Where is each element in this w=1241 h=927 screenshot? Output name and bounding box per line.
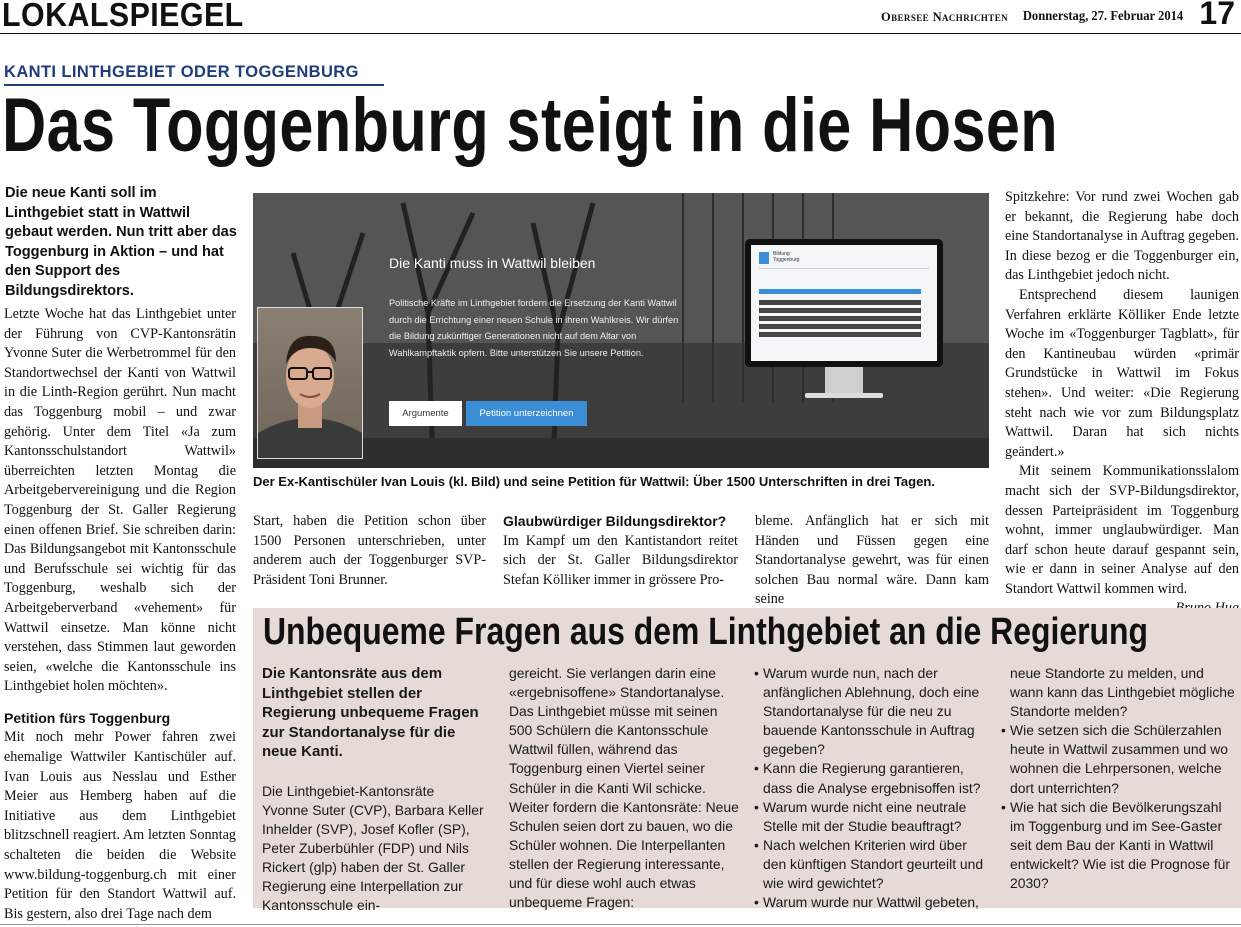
body-paragraph: Mit seinem Kommunikationsslalom macht sich der SVP-Bildungsdirektor, dessen Parteipräsident im Toggenburg wohnt, immer unglaubwürdiger. Man darf schon heute darauf gespannt sein, wie er dann in seiner Analyse auf den Standort Wattwil kommen wird. xyxy=(1005,463,1239,597)
box-paragraph: gereicht. Sie verlangen darin eine «ergebnisoffene» Standortanalyse. Das Linthgebiet müsse mit seinen 500 Schülern die Kantonsschule Wattwil füllen, während das Toggenburg einen Viertel seiner Schüler in die Kanti Wil schicke. Weiter fordern die Kantonsräte: Neue Schulen seien dort zu bauen, wo die Schüler wohnen. Die Interpellanten stellen der Regierung interessante, und für diese wohl auch etwas unbequeme Fragen: xyxy=(509,665,739,911)
question-item: • Nach welchen Kriterien wird über den künftigen Standort geurteilt und wie wird gewichtet? xyxy=(754,836,990,893)
body-paragraph: Letzte Woche hat das Linthgebiet unter der Führung von CVP-Kantonsrätin Yvonne Suter die Werbetrommel für den Standortwechsel der Kanti von Wattwil in die Linth-Region gerührt. Nun macht das Toggenburg mobil – und zwar gehörig. Unter dem Titel «Ja zum Kantonsschulstandort Wattwil» überreichten letzten Montag die Arbeitgebervereinigung und die Region Toggenburg der St. Galler Regierung einen offenen Brief. Sie schreiben darin: Das Bildungsangebot mit Kantonsschule und Berufsschule sei wichtig für das Toggenburg, weshalb sich der Arbeitgeberverband «vehement» für Wattwil einsetze. Man könne nicht verstehen, dass Stimmen laut geworden seien, «welche die Kantonsschule ins Linthgebiet holen möchten». xyxy=(4,306,236,695)
box-column-4 xyxy=(1001,664,1237,893)
article-column-1 xyxy=(4,305,236,924)
article-column-5 xyxy=(1005,188,1239,619)
monitor-stand xyxy=(825,367,863,395)
page-number: 17 xyxy=(1199,0,1235,31)
question-item: • Wie hat sich die Bevölkerungszahl im Toggenburg und im See-Gaster seit dem Bau der Kanti in Wattwil entwickelt? Wie ist die Prognose für 2030? xyxy=(1001,798,1237,893)
article-column-3 xyxy=(503,512,738,590)
photo-overlay-text: Politische Kräfte im Linthgebiet fordern die Ersetzung der Kanti Wattwil durch die Errichtung einer neuen Schule in ihrem Wahlkreis. Wir dürfen die Bildung zukünftiger Generationen nicht auf dem Altar von Wahlkampftaktik opfern. Bitte unterstützen Sie unsere Petition. xyxy=(389,298,679,358)
monitor-base xyxy=(805,393,883,398)
arguments-button[interactable]: Argumente xyxy=(389,401,462,426)
monitor-row xyxy=(759,300,921,305)
body-paragraph: Mit noch mehr Power fahren zwei ehemalige Wattwiler Kantischüler auf. Ivan Louis aus Nesslau und Esther Meier aus Hemberg haben auf die Initiative aus dem Linthgebiet blitzschnell reagiert. Am letzten Sonntag schalteten die beiden die Website www.bildung-toggenburg.ch mit einer Petition für den Standort Wattwil auf. Bis gestern, also drei Tage nach dem xyxy=(4,729,236,922)
monitor-screen xyxy=(751,245,937,361)
question-item: • Wie setzen sich die Schülerzahlen heute in Wattwil zusammen und wo wohnen die Lehrpersonen, welche dort unterrichten? xyxy=(1001,721,1237,797)
article-lead: Die neue Kanti soll im Linthgebiet statt in Wattwil gebaut werden. Nun tritt aber das Toggenburg in Aktion – und hat den Support des Bildungsdirektors. xyxy=(5,185,237,299)
body-paragraph: bleme. Anfänglich hat er sich mit Händen und Füssen gegen eine Standortanalyse gewehrt, was für einen solchen Bau normal wäre. Dann kam seine xyxy=(755,513,989,608)
section-title: LOKALSPIEGEL xyxy=(2,0,244,33)
photo-caption: Der Ex-Kantischüler Ivan Louis (kl. Bild) und seine Petition für Wattwil: Über 1500 Unterschriften in drei Tagen. xyxy=(253,474,935,489)
article-kicker: KANTI LINTHGEBIET ODER TOGGENBURG xyxy=(4,63,359,81)
body-paragraph: Start, haben die Petition schon über 1500 Personen unterschrieben, unter anderem auch der Toggenburger SVP-Präsident Toni Brunner. xyxy=(253,513,486,588)
box-lead: Die Kantonsräte aus dem Linthgebiet stellen der Regierung unbequeme Fragen zur Standortanalyse für die neue Kanti. xyxy=(262,665,479,760)
photo-overlay-title: Die Kanti muss in Wattwil bleiben xyxy=(389,255,596,271)
footer-rule xyxy=(0,924,1241,925)
box-title: Unbequeme Fragen aus dem Linthgebiet an die Regierung xyxy=(263,611,1149,653)
bildung-logo-icon xyxy=(759,252,769,264)
article-column-4 xyxy=(755,512,989,610)
question-item: • Warum wurde nicht eine neutrale Stelle mit der Studie beauftragt? xyxy=(754,798,990,836)
box-column-3 xyxy=(754,664,990,912)
question-item: • Warum wurde nur Wattwil gebeten, xyxy=(754,893,990,912)
subheading: Petition fürs Toggenburg xyxy=(4,709,171,726)
issue-date: Donnerstag, 27. Februar 2014 xyxy=(1022,9,1183,24)
monitor-row xyxy=(759,316,921,321)
monitor-logo-text: Bildung Toggenburg xyxy=(773,251,800,263)
monitor-row xyxy=(759,324,921,329)
monitor-frame xyxy=(745,239,943,367)
article-photo xyxy=(253,193,989,468)
body-paragraph: Entsprechend diesem launigen Verfahren erklärte Kölliker Ende letzte Woche im «Toggenburger Tagblatt», für den Kantineubau würden «primär Grundstücke in Wattwil im Fokus stehen». Und weiter: «Die Regierung steht nach wie vor zum Bildungsplatz Wattwil. Daran hat sich nichts geändert.» xyxy=(1005,286,1239,460)
question-continuation: neue Standorte zu melden, und wann kann das Linthgebiet mögliche Standorte melden? xyxy=(1010,665,1235,720)
portrait-inset xyxy=(257,307,363,459)
question-item: • Kann die Regierung garantieren, dass die Analyse ergebnisoffen ist? xyxy=(754,759,990,797)
article-headline: Das Toggenburg steigt in die Hosen xyxy=(2,83,1059,168)
article-column-2 xyxy=(253,512,486,590)
question-item: • Warum wurde nun, nach der anfänglichen Ablehnung, doch eine Standortanalyse für die neu zu bauende Kantonsschule in Auftrag gegeben? xyxy=(754,664,990,759)
body-paragraph: Spitzkehre: Vor rund zwei Wochen gab er bekannt, die Regierung habe doch eine Standortanalyse in Auftrag gegeben. In diese bezog er die Toggenburger ein, das Linthgebiet jedoch nicht. xyxy=(1005,189,1239,284)
box-column-1 xyxy=(262,664,484,915)
box-column-2 xyxy=(509,664,739,912)
subheading: Glaubwürdiger Bildungsdirektor? xyxy=(503,513,727,529)
petition-button[interactable]: Petition unterzeichnen xyxy=(466,401,587,426)
monitor-row xyxy=(759,308,921,313)
monitor-divider xyxy=(759,268,929,269)
portrait-figure xyxy=(258,308,362,458)
box-paragraph: Die Linthgebiet-Kantonsräte Yvonne Suter (CVP), Barbara Keller Inhelder (SVP), Josef Kofler (SP), Peter Zuberbühler (FDP) und Nils Rickert (glp) haben der St. Galler Regierung eine Interpellation zur Kantonsschule ein- xyxy=(262,782,484,914)
body-paragraph: Im Kampf um den Kantistandort reitet sich der St. Galler Bildungsdirektor Stefan Kölliker immer in grössere Pro- xyxy=(503,532,738,588)
monitor-active-row xyxy=(759,289,921,294)
monitor-row xyxy=(759,332,921,337)
publication-name: Obersee Nachrichten xyxy=(881,10,1008,24)
header-rule xyxy=(0,33,1241,34)
